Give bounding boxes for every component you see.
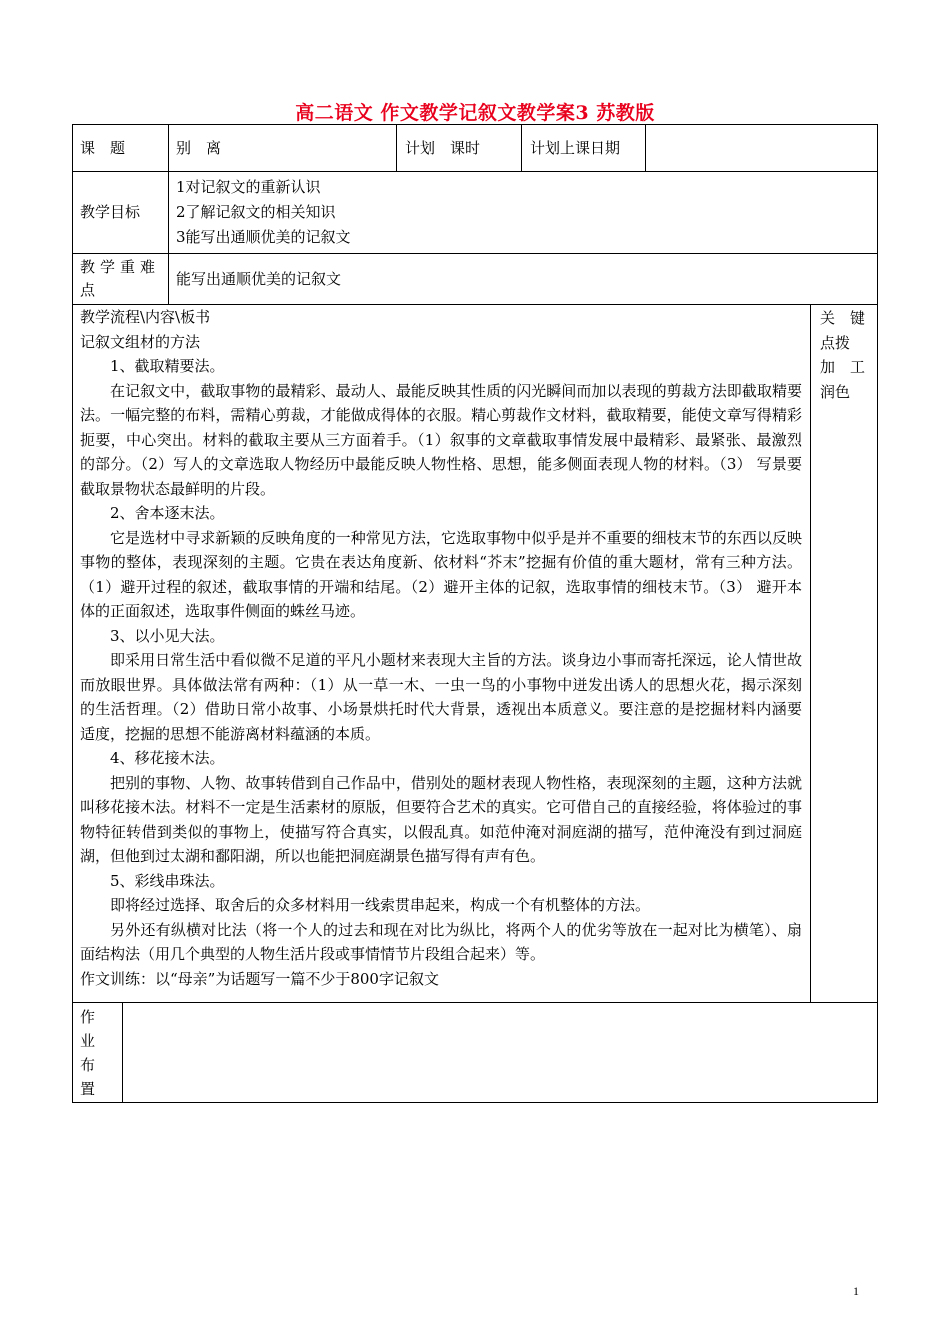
homework-char: 置 — [80, 1080, 96, 1098]
topic-value: 别 离 — [176, 139, 222, 157]
page-number: 1 — [853, 1284, 859, 1298]
row-divider — [72, 253, 878, 254]
col-divider — [810, 304, 811, 1002]
col-divider — [396, 124, 397, 171]
plan-hours-label: 计划 课时 — [405, 139, 481, 157]
side-note — [820, 306, 872, 404]
col-divider — [122, 1002, 123, 1103]
col-divider — [521, 124, 522, 171]
method-paragraph: 它是选材中寻求新颖的反映角度的一种常见方法，它选取事物中似乎是并不重要的细枝末节的东西以反映事物的整体，表现深刻的主题。它贵在表达角度新、依材料“芥末”挖掘有价值的重大题材，常有三种方法。（1）避开过程的叙述，截取事情的开端和结尾。（2）避开主体的记叙，选取事情的细枝末节。（3） 避开本体的正面叙述，选取事件侧面的蛛丝马迹。 — [80, 528, 802, 620]
col-divider — [168, 124, 169, 304]
side-note-line: 润色 — [820, 382, 851, 401]
method-paragraph: 把别的事物、人物、故事转借到自己作品中，借别处的题材表现人物性格，表现深刻的主题，这种方法就叫移花接木法。材料不一定是生活素材的原版，但要符合艺术的真实。它可借自己的直接经验，将体验过的事物特征转借到类似的事物上，使描写符合真实，以假乱真。如范仲淹对洞庭湖的描写，范仲淹没有到过洞庭湖，但他到过太湖和鄱阳湖，所以也能把洞庭湖景色描写得有声有色。 — [80, 773, 802, 865]
method-paragraph: 在记叙文中，截取事物的最精彩、最动人、最能反映其性质的闪光瞬间而加以表现的剪裁方法即截取精要法。一幅完整的布料，需精心剪裁，才能做成得体的衣服。精心剪裁作文材料，截取精要，能使文章写得精彩扼要，中心突出。材料的截取主要从三方面着手。（1）叙事的文章截取事情发展中最精彩、最紧张、最激烈的部分。（2）写人的文章选取人物经历中最能反映人物性格、思想，能多侧面表现人物的材料。（3） 写景要截取景物状态最鲜明的片段。 — [80, 381, 802, 498]
method-paragraph: 另外还有纵横对比法（将一个人的过去和现在对比为纵比，将两个人的优劣等放在一起对比为横笔）、扇面结构法（用几个典型的人物生活片段或事情情节片段组合起来）等。 — [80, 920, 802, 963]
difficulty-text: 能写出通顺优美的记叙文 — [176, 270, 342, 288]
objective-item: 2了解记叙文的相关知识 — [176, 203, 336, 221]
col-divider — [645, 124, 646, 171]
method-heading: 4、移花接木法。 — [110, 749, 225, 767]
method-paragraph: 即将经过选择、取舍后的众多材料用一线索贯串起来，构成一个有机整体的方法。 — [110, 896, 651, 914]
topic-label: 课 题 — [80, 139, 126, 157]
teaching-flow-content — [80, 305, 802, 991]
homework-char: 布 — [80, 1056, 96, 1074]
section-title: 记叙文组材的方法 — [80, 332, 201, 351]
flow-header: 教学流程\内容\板书 — [80, 308, 211, 326]
objectives-label: 教学目标 — [80, 203, 141, 221]
side-note-line: 加 工 — [820, 358, 866, 376]
method-heading: 2、舍本逐末法。 — [110, 504, 225, 522]
side-note-line: 点拨 — [820, 333, 851, 352]
homework-char: 业 — [80, 1032, 96, 1050]
objective-item: 1对记叙文的重新认识 — [176, 178, 321, 196]
objective-item: 3能写出通顺优美的记叙文 — [176, 228, 351, 246]
method-paragraph: 即采用日常生活中看似微不足道的平凡小题材来表现大主旨的方法。谈身边小事而寄托深远，论人情世故而放眼世界。具体做法常有两种：（1）从一草一木、一虫一鸟的小事物中迸发出诱人的思想火花，揭示深刻的生活哲理。（2）借助日常小故事、小场景烘托时代大背景，透视出本质意义。要注意的是挖掘材料内涵要适度，挖掘的思想不能游离材料蕴涵的本质。 — [80, 651, 802, 743]
method-heading: 3、以小见大法。 — [110, 626, 225, 645]
difficulty-label: 教学重难点 — [80, 258, 161, 299]
method-heading: 1、截取精要法。 — [110, 357, 225, 375]
method-heading: 5、彩线串珠法。 — [110, 871, 225, 890]
row-divider — [72, 1002, 878, 1003]
row-divider — [72, 171, 878, 172]
document-title: 高二语文 作文教学记叙文教学案3 苏教版 — [295, 102, 655, 124]
side-note-line: 关 键 — [820, 309, 866, 327]
homework-label — [80, 1005, 110, 1101]
plan-date-label: 计划上课日期 — [530, 139, 621, 157]
homework-char: 作 — [80, 1008, 96, 1026]
writing-assignment: 作文训练：以“母亲”为话题写一篇不少于800字记叙文 — [80, 969, 439, 988]
